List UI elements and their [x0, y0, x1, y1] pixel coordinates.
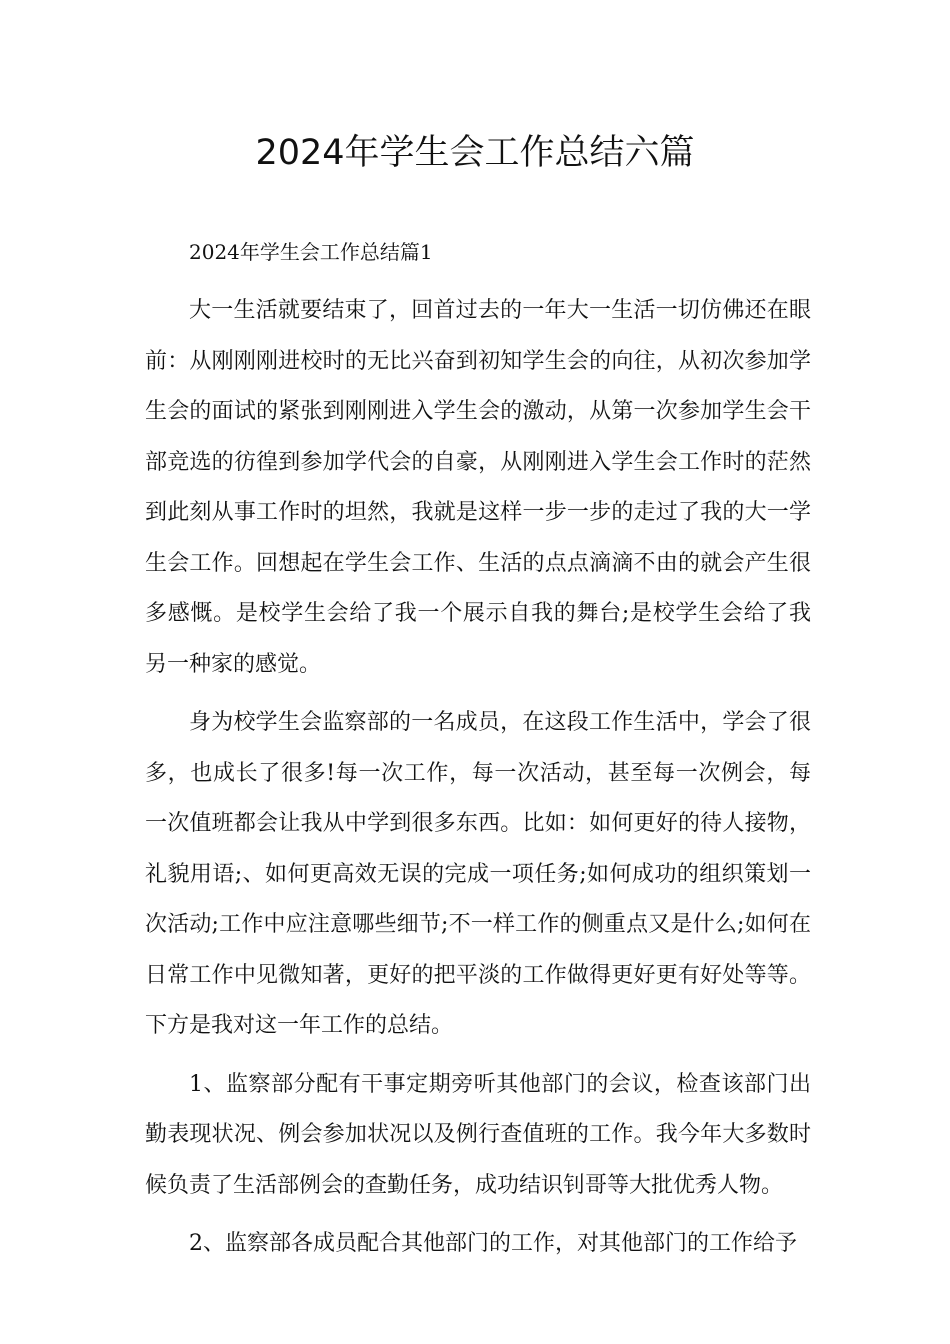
paragraph-2: 身为校学生会监察部的一名成员，在这段工作生活中，学会了很多，也成长了很多!每一次工作，每一次活动，甚至每一次例会，每一次值班都会让我从中学到很多东西。比如：如何更好的待人接物，礼貌用语;、如何更高效无误的完成一项任务;如何成功的组织策划一次活动;工作中应注意哪些细节;不一样工作的侧重点又是什么;如何在日常工作中见微知著，更好的把平淡的工作做得更好更有好处等等。下方是我对这一年工作的总结。 [145, 710, 811, 1038]
section-heading: 2024年学生会工作总结篇1 [189, 240, 433, 264]
paragraph-1: 大一生活就要结束了，回首过去的一年大一生活一切仿佛还在眼前：从刚刚刚进校时的无比兴奋到初知学生会的向往，从初次参加学生会的面试的紧张到刚刚进入学生会的激动，从第一次参加学生会干部竞选的彷徨到参加学代会的自豪，从刚刚进入学生会工作时的茫然到此刻从事工作时的坦然，我就是这样一步一步的走过了我的大一学生会工作。回想起在学生会工作、生活的点点滴滴不由的就会产生很多感慨。是校学生会给了我一个展示自我的舞台;是校学生会给了我另一种家的感觉。 [145, 298, 811, 677]
paragraph-3: 1、监察部分配有干事定期旁听其他部门的会议，检查该部门出勤表现状况、例会参加状况以及例行查值班的工作。我今年大多数时候负责了生活部例会的查勤任务，成功结识钊哥等大批优秀人物。 [145, 1071, 811, 1198]
paragraph-4: 2、监察部各成员配合其他部门的工作，对其他部门的工作给予 [189, 1231, 797, 1256]
document-body [145, 232, 811, 1278]
document-title: 2024年学生会工作总结六篇 [255, 133, 695, 173]
